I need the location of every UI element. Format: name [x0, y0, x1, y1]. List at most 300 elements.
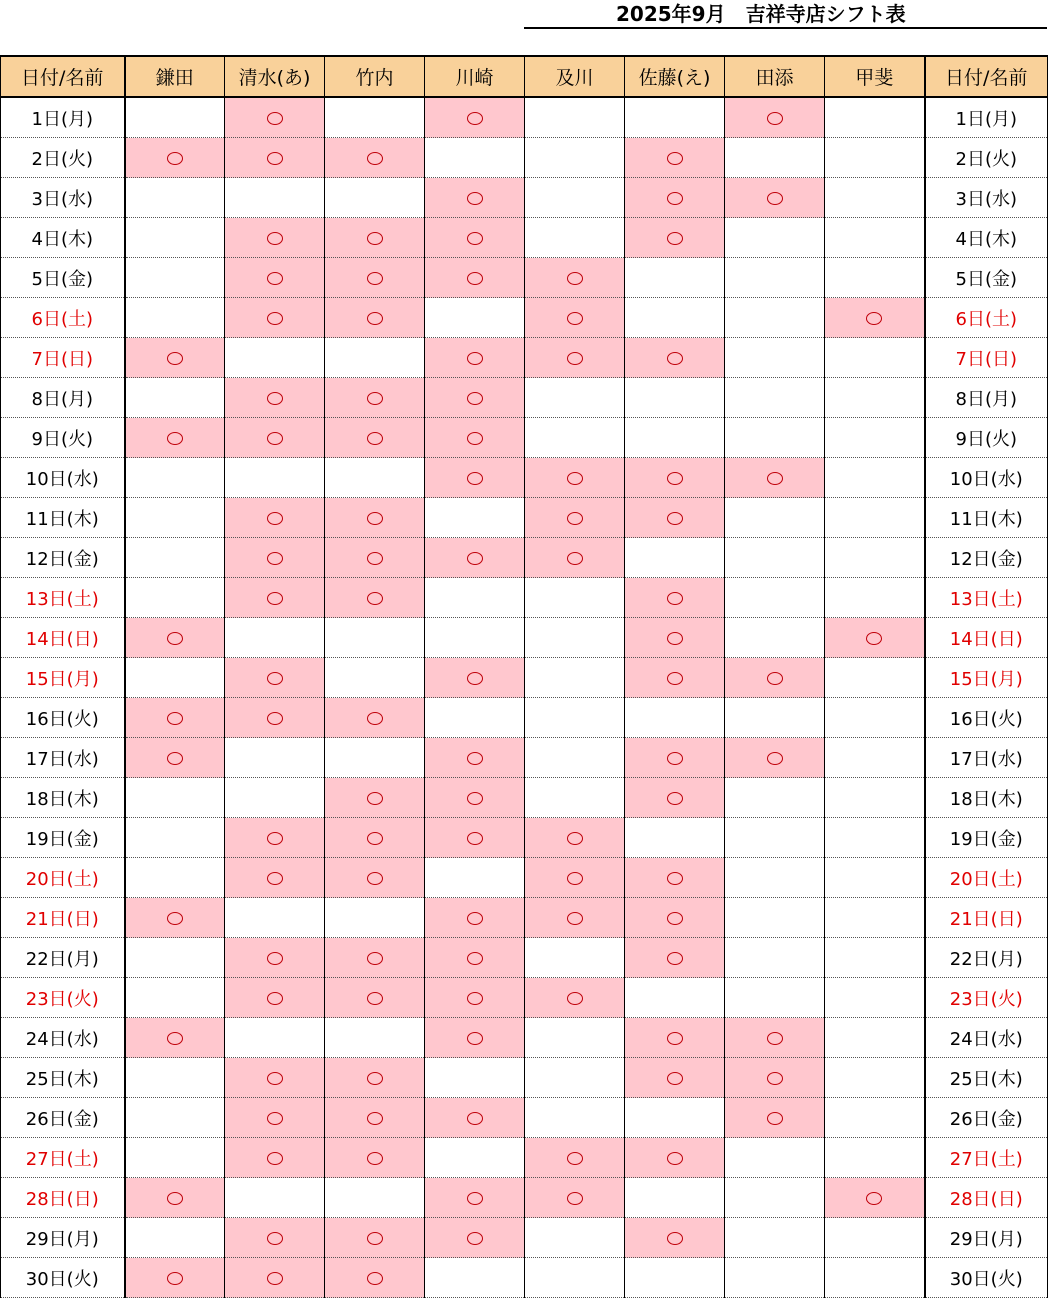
shift-cell[interactable]	[825, 378, 925, 418]
shift-cell[interactable]	[525, 338, 625, 378]
shift-cell[interactable]	[125, 1218, 225, 1258]
shift-cell[interactable]	[125, 1098, 225, 1138]
shift-cell[interactable]	[525, 1058, 625, 1098]
shift-cell[interactable]	[225, 1178, 325, 1218]
shift-cell[interactable]	[225, 938, 325, 978]
shift-cell[interactable]	[125, 938, 225, 978]
shift-cell[interactable]	[225, 1018, 325, 1058]
shift-cell[interactable]	[525, 858, 625, 898]
shift-cell[interactable]	[525, 498, 625, 538]
shift-cell[interactable]	[425, 1058, 525, 1098]
date-cell-left: 25日(木)	[1, 1058, 125, 1098]
shift-cell[interactable]	[425, 738, 525, 778]
shift-cell[interactable]	[825, 978, 925, 1018]
shift-cell[interactable]	[725, 578, 825, 618]
shift-cell[interactable]	[625, 978, 725, 1018]
shift-cell[interactable]	[525, 97, 625, 138]
shift-mark-icon	[667, 1152, 683, 1165]
shift-mark-icon	[467, 192, 483, 205]
shift-cell[interactable]	[325, 658, 425, 698]
shift-cell[interactable]	[225, 218, 325, 258]
shift-cell[interactable]	[725, 1178, 825, 1218]
shift-cell[interactable]	[525, 978, 625, 1018]
shift-cell[interactable]	[825, 258, 925, 298]
shift-mark-icon	[367, 832, 383, 845]
shift-cell[interactable]	[525, 1018, 625, 1058]
shift-cell[interactable]	[725, 418, 825, 458]
shift-cell[interactable]	[325, 858, 425, 898]
shift-cell[interactable]	[325, 178, 425, 218]
shift-cell[interactable]	[625, 778, 725, 818]
shift-cell[interactable]	[125, 618, 225, 658]
shift-cell[interactable]	[425, 498, 525, 538]
shift-cell[interactable]	[325, 1138, 425, 1178]
shift-cell[interactable]	[325, 698, 425, 738]
shift-cell[interactable]	[725, 618, 825, 658]
shift-cell[interactable]	[425, 938, 525, 978]
shift-cell[interactable]	[325, 338, 425, 378]
shift-cell[interactable]	[325, 938, 425, 978]
shift-cell[interactable]	[125, 1178, 225, 1218]
shift-cell[interactable]	[225, 818, 325, 858]
date-cell-left: 11日(木)	[1, 498, 125, 538]
shift-mark-icon	[866, 312, 882, 325]
shift-cell[interactable]	[625, 458, 725, 498]
shift-cell[interactable]	[325, 1218, 425, 1258]
shift-cell[interactable]	[425, 418, 525, 458]
shift-cell[interactable]	[125, 738, 225, 778]
shift-cell[interactable]	[625, 618, 725, 658]
shift-cell[interactable]	[725, 178, 825, 218]
date-cell-left: 27日(土)	[1, 1138, 125, 1178]
shift-cell[interactable]	[225, 298, 325, 338]
shift-mark-icon	[667, 872, 683, 885]
shift-mark-icon	[267, 112, 283, 125]
date-cell-left: 18日(木)	[1, 778, 125, 818]
shift-cell[interactable]	[825, 898, 925, 938]
shift-cell[interactable]	[625, 1138, 725, 1178]
shift-cell[interactable]	[625, 378, 725, 418]
shift-cell[interactable]	[425, 97, 525, 138]
shift-cell[interactable]	[425, 1258, 525, 1298]
shift-cell[interactable]	[425, 898, 525, 938]
shift-cell[interactable]	[625, 938, 725, 978]
shift-cell[interactable]	[325, 538, 425, 578]
shift-mark-icon	[467, 832, 483, 845]
shift-cell[interactable]	[325, 1098, 425, 1138]
shift-mark-icon	[267, 432, 283, 445]
shift-cell[interactable]	[525, 178, 625, 218]
shift-mark-icon	[667, 752, 683, 765]
shift-cell[interactable]	[525, 698, 625, 738]
shift-cell[interactable]	[825, 418, 925, 458]
shift-cell[interactable]	[725, 498, 825, 538]
shift-mark-icon	[667, 792, 683, 805]
shift-cell[interactable]	[325, 458, 425, 498]
shift-cell[interactable]	[825, 1138, 925, 1178]
shift-cell[interactable]	[125, 1138, 225, 1178]
shift-mark-icon	[567, 552, 583, 565]
shift-cell[interactable]	[425, 378, 525, 418]
shift-cell[interactable]	[125, 538, 225, 578]
shift-cell[interactable]	[825, 338, 925, 378]
shift-cell[interactable]	[525, 298, 625, 338]
shift-cell[interactable]	[825, 698, 925, 738]
shift-cell[interactable]	[325, 978, 425, 1018]
date-cell-right: 21日(日)	[925, 898, 1048, 938]
shift-cell[interactable]	[725, 378, 825, 418]
shift-cell[interactable]	[625, 138, 725, 178]
shift-cell[interactable]	[525, 1138, 625, 1178]
shift-cell[interactable]	[125, 458, 225, 498]
shift-cell[interactable]	[525, 1218, 625, 1258]
shift-cell[interactable]	[825, 178, 925, 218]
shift-cell[interactable]	[425, 818, 525, 858]
shift-mark-icon	[267, 552, 283, 565]
shift-cell[interactable]	[725, 97, 825, 138]
shift-cell[interactable]	[125, 338, 225, 378]
shift-cell[interactable]	[425, 1218, 525, 1258]
shift-mark-icon	[267, 152, 283, 165]
date-cell-right: 20日(土)	[925, 858, 1048, 898]
shift-mark-icon	[167, 432, 183, 445]
shift-mark-icon	[267, 312, 283, 325]
shift-cell[interactable]	[525, 218, 625, 258]
shift-cell[interactable]	[125, 418, 225, 458]
shift-cell[interactable]	[725, 458, 825, 498]
shift-cell[interactable]	[125, 1018, 225, 1058]
shift-cell[interactable]	[725, 778, 825, 818]
shift-cell[interactable]	[725, 818, 825, 858]
shift-cell[interactable]	[525, 458, 625, 498]
shift-cell[interactable]	[225, 658, 325, 698]
shift-cell[interactable]	[125, 178, 225, 218]
shift-cell[interactable]	[125, 378, 225, 418]
shift-cell[interactable]	[525, 658, 625, 698]
date-cell-right: 24日(水)	[925, 1018, 1048, 1058]
shift-cell[interactable]	[425, 698, 525, 738]
table-row	[1, 218, 1048, 258]
table-row	[1, 338, 1048, 378]
shift-cell[interactable]	[825, 298, 925, 338]
date-cell-left: 23日(火)	[1, 978, 125, 1018]
shift-cell[interactable]	[225, 418, 325, 458]
shift-mark-icon	[167, 152, 183, 165]
shift-cell[interactable]	[425, 618, 525, 658]
shift-cell[interactable]	[725, 258, 825, 298]
table-row	[1, 258, 1048, 298]
shift-cell[interactable]	[325, 738, 425, 778]
shift-cell[interactable]	[725, 1138, 825, 1178]
shift-cell[interactable]	[725, 738, 825, 778]
shift-cell[interactable]	[225, 258, 325, 298]
shift-cell[interactable]	[425, 458, 525, 498]
shift-cell[interactable]	[825, 658, 925, 698]
shift-mark-icon	[367, 872, 383, 885]
shift-cell[interactable]	[125, 1058, 225, 1098]
header-name: 田添	[725, 56, 825, 97]
shift-cell[interactable]	[125, 218, 225, 258]
shift-cell[interactable]	[525, 378, 625, 418]
table-row	[1, 1138, 1048, 1178]
shift-mark-icon	[167, 1192, 183, 1205]
shift-mark-icon	[866, 632, 882, 645]
shift-cell[interactable]	[225, 538, 325, 578]
shift-cell[interactable]	[725, 1218, 825, 1258]
date-cell-right: 4日(木)	[925, 218, 1048, 258]
shift-cell[interactable]	[825, 1178, 925, 1218]
shift-cell[interactable]	[725, 138, 825, 178]
shift-cell[interactable]	[225, 858, 325, 898]
shift-cell[interactable]	[825, 818, 925, 858]
header-name: 清水(あ)	[225, 56, 325, 97]
shift-cell[interactable]	[625, 858, 725, 898]
shift-cell[interactable]	[125, 698, 225, 738]
shift-cell[interactable]	[325, 578, 425, 618]
shift-cell[interactable]	[525, 778, 625, 818]
table-row	[1, 1178, 1048, 1218]
shift-cell[interactable]	[325, 97, 425, 138]
shift-mark-icon	[767, 192, 783, 205]
shift-cell[interactable]	[225, 1218, 325, 1258]
shift-cell[interactable]	[225, 618, 325, 658]
shift-cell[interactable]	[725, 1058, 825, 1098]
shift-cell[interactable]	[125, 658, 225, 698]
shift-cell[interactable]	[125, 97, 225, 138]
shift-cell[interactable]	[525, 418, 625, 458]
shift-cell[interactable]	[425, 778, 525, 818]
date-cell-left: 14日(日)	[1, 618, 125, 658]
shift-cell[interactable]	[225, 978, 325, 1018]
shift-cell[interactable]	[125, 818, 225, 858]
shift-mark-icon	[367, 312, 383, 325]
shift-cell[interactable]	[625, 538, 725, 578]
shift-cell[interactable]	[425, 178, 525, 218]
shift-cell[interactable]	[225, 378, 325, 418]
shift-cell[interactable]	[225, 1058, 325, 1098]
shift-cell[interactable]	[225, 578, 325, 618]
shift-cell[interactable]	[625, 1018, 725, 1058]
shift-cell[interactable]	[625, 898, 725, 938]
shift-cell[interactable]	[425, 338, 525, 378]
shift-cell[interactable]	[425, 218, 525, 258]
shift-cell[interactable]	[125, 138, 225, 178]
shift-cell[interactable]	[825, 938, 925, 978]
date-cell-left: 12日(金)	[1, 538, 125, 578]
shift-cell[interactable]	[525, 618, 625, 658]
shift-cell[interactable]	[425, 1178, 525, 1218]
shift-mark-icon	[267, 272, 283, 285]
shift-cell[interactable]	[725, 338, 825, 378]
shift-cell[interactable]	[525, 1178, 625, 1218]
shift-cell[interactable]	[125, 298, 225, 338]
shift-cell[interactable]	[825, 778, 925, 818]
shift-cell[interactable]	[325, 258, 425, 298]
shift-cell[interactable]	[725, 858, 825, 898]
shift-cell[interactable]	[325, 378, 425, 418]
shift-cell[interactable]	[825, 1098, 925, 1138]
shift-cell[interactable]	[325, 1018, 425, 1058]
shift-cell[interactable]	[125, 898, 225, 938]
shift-cell[interactable]	[525, 578, 625, 618]
shift-cell[interactable]	[625, 1058, 725, 1098]
header-name: 及川	[525, 56, 625, 97]
shift-cell[interactable]	[825, 1258, 925, 1298]
shift-cell[interactable]	[825, 1218, 925, 1258]
shift-cell[interactable]	[725, 218, 825, 258]
shift-mark-icon	[567, 512, 583, 525]
shift-cell[interactable]	[425, 858, 525, 898]
shift-cell[interactable]	[725, 1098, 825, 1138]
shift-mark-icon	[267, 1072, 283, 1085]
shift-cell[interactable]	[325, 898, 425, 938]
shift-cell[interactable]	[825, 538, 925, 578]
shift-cell[interactable]	[325, 1258, 425, 1298]
shift-cell[interactable]	[825, 97, 925, 138]
shift-cell[interactable]	[225, 1138, 325, 1178]
shift-mark-icon	[367, 1152, 383, 1165]
shift-cell[interactable]	[325, 1178, 425, 1218]
shift-cell[interactable]	[425, 138, 525, 178]
table-row	[1, 418, 1048, 458]
shift-cell[interactable]	[625, 178, 725, 218]
shift-cell[interactable]	[125, 1258, 225, 1298]
shift-cell[interactable]	[625, 298, 725, 338]
table-row	[1, 778, 1048, 818]
sheet-title-bar	[524, 0, 1047, 29]
shift-cell[interactable]	[225, 97, 325, 138]
table-row	[1, 658, 1048, 698]
table-row	[1, 938, 1048, 978]
shift-cell[interactable]	[225, 498, 325, 538]
shift-cell[interactable]	[625, 338, 725, 378]
shift-cell[interactable]	[525, 1258, 625, 1298]
shift-cell[interactable]	[525, 898, 625, 938]
shift-cell[interactable]	[825, 498, 925, 538]
shift-cell[interactable]	[325, 138, 425, 178]
shift-cell[interactable]	[625, 698, 725, 738]
shift-cell[interactable]	[725, 1258, 825, 1298]
shift-mark-icon	[367, 792, 383, 805]
shift-cell[interactable]	[825, 1058, 925, 1098]
shift-cell[interactable]	[125, 258, 225, 298]
shift-cell[interactable]	[225, 178, 325, 218]
date-cell-right: 14日(日)	[925, 618, 1048, 658]
shift-mark-icon	[467, 1192, 483, 1205]
shift-cell[interactable]	[225, 1258, 325, 1298]
shift-cell[interactable]	[125, 578, 225, 618]
shift-cell[interactable]	[625, 658, 725, 698]
shift-cell[interactable]	[825, 618, 925, 658]
shift-cell[interactable]	[225, 898, 325, 938]
date-cell-right: 30日(火)	[925, 1258, 1048, 1298]
shift-cell[interactable]	[525, 538, 625, 578]
shift-cell[interactable]	[825, 458, 925, 498]
shift-cell[interactable]	[325, 418, 425, 458]
shift-cell[interactable]	[625, 1178, 725, 1218]
shift-cell[interactable]	[725, 898, 825, 938]
shift-cell[interactable]	[825, 738, 925, 778]
shift-cell[interactable]	[625, 818, 725, 858]
date-cell-right: 1日(月)	[925, 97, 1048, 138]
table-row	[1, 138, 1048, 178]
shift-cell[interactable]	[825, 1018, 925, 1058]
shift-cell[interactable]	[325, 618, 425, 658]
header-date-right: 日付/名前	[925, 56, 1048, 97]
shift-cell[interactable]	[725, 978, 825, 1018]
shift-cell[interactable]	[325, 498, 425, 538]
shift-cell[interactable]	[525, 938, 625, 978]
shift-cell[interactable]	[525, 818, 625, 858]
shift-cell[interactable]	[825, 578, 925, 618]
shift-cell[interactable]	[125, 978, 225, 1018]
shift-cell[interactable]	[325, 778, 425, 818]
shift-cell[interactable]	[725, 298, 825, 338]
shift-cell[interactable]	[625, 1098, 725, 1138]
shift-cell[interactable]	[725, 658, 825, 698]
shift-cell[interactable]	[225, 698, 325, 738]
shift-cell[interactable]	[625, 498, 725, 538]
shift-cell[interactable]	[225, 338, 325, 378]
shift-cell[interactable]	[625, 218, 725, 258]
shift-cell[interactable]	[825, 858, 925, 898]
shift-cell[interactable]	[325, 298, 425, 338]
shift-cell[interactable]	[625, 1258, 725, 1298]
shift-mark-icon	[367, 1272, 383, 1285]
shift-cell[interactable]	[725, 538, 825, 578]
shift-cell[interactable]	[225, 778, 325, 818]
shift-cell[interactable]	[325, 818, 425, 858]
shift-cell[interactable]	[325, 218, 425, 258]
shift-cell[interactable]	[625, 418, 725, 458]
shift-cell[interactable]	[225, 738, 325, 778]
shift-cell[interactable]	[825, 218, 925, 258]
shift-cell[interactable]	[425, 658, 525, 698]
shift-cell[interactable]	[525, 738, 625, 778]
shift-cell[interactable]	[425, 258, 525, 298]
shift-cell[interactable]	[525, 258, 625, 298]
shift-cell[interactable]	[125, 858, 225, 898]
shift-cell[interactable]	[225, 138, 325, 178]
shift-cell[interactable]	[625, 1218, 725, 1258]
shift-cell[interactable]	[625, 97, 725, 138]
date-cell-right: 9日(火)	[925, 418, 1048, 458]
shift-cell[interactable]	[225, 1098, 325, 1138]
shift-cell[interactable]	[725, 1018, 825, 1058]
shift-cell[interactable]	[825, 138, 925, 178]
shift-cell[interactable]	[725, 698, 825, 738]
table-row	[1, 1258, 1048, 1298]
shift-cell[interactable]	[225, 458, 325, 498]
shift-cell[interactable]	[625, 738, 725, 778]
shift-cell[interactable]	[425, 978, 525, 1018]
shift-cell[interactable]	[525, 1098, 625, 1138]
shift-cell[interactable]	[725, 938, 825, 978]
shift-cell[interactable]	[425, 578, 525, 618]
shift-cell[interactable]	[425, 1138, 525, 1178]
shift-cell[interactable]	[125, 778, 225, 818]
date-cell-right: 6日(土)	[925, 298, 1048, 338]
shift-cell[interactable]	[325, 1058, 425, 1098]
shift-cell[interactable]	[425, 538, 525, 578]
shift-cell[interactable]	[125, 498, 225, 538]
shift-cell[interactable]	[425, 298, 525, 338]
shift-cell[interactable]	[425, 1098, 525, 1138]
shift-cell[interactable]	[525, 138, 625, 178]
shift-cell[interactable]	[625, 258, 725, 298]
shift-cell[interactable]	[625, 578, 725, 618]
shift-cell[interactable]	[425, 1018, 525, 1058]
